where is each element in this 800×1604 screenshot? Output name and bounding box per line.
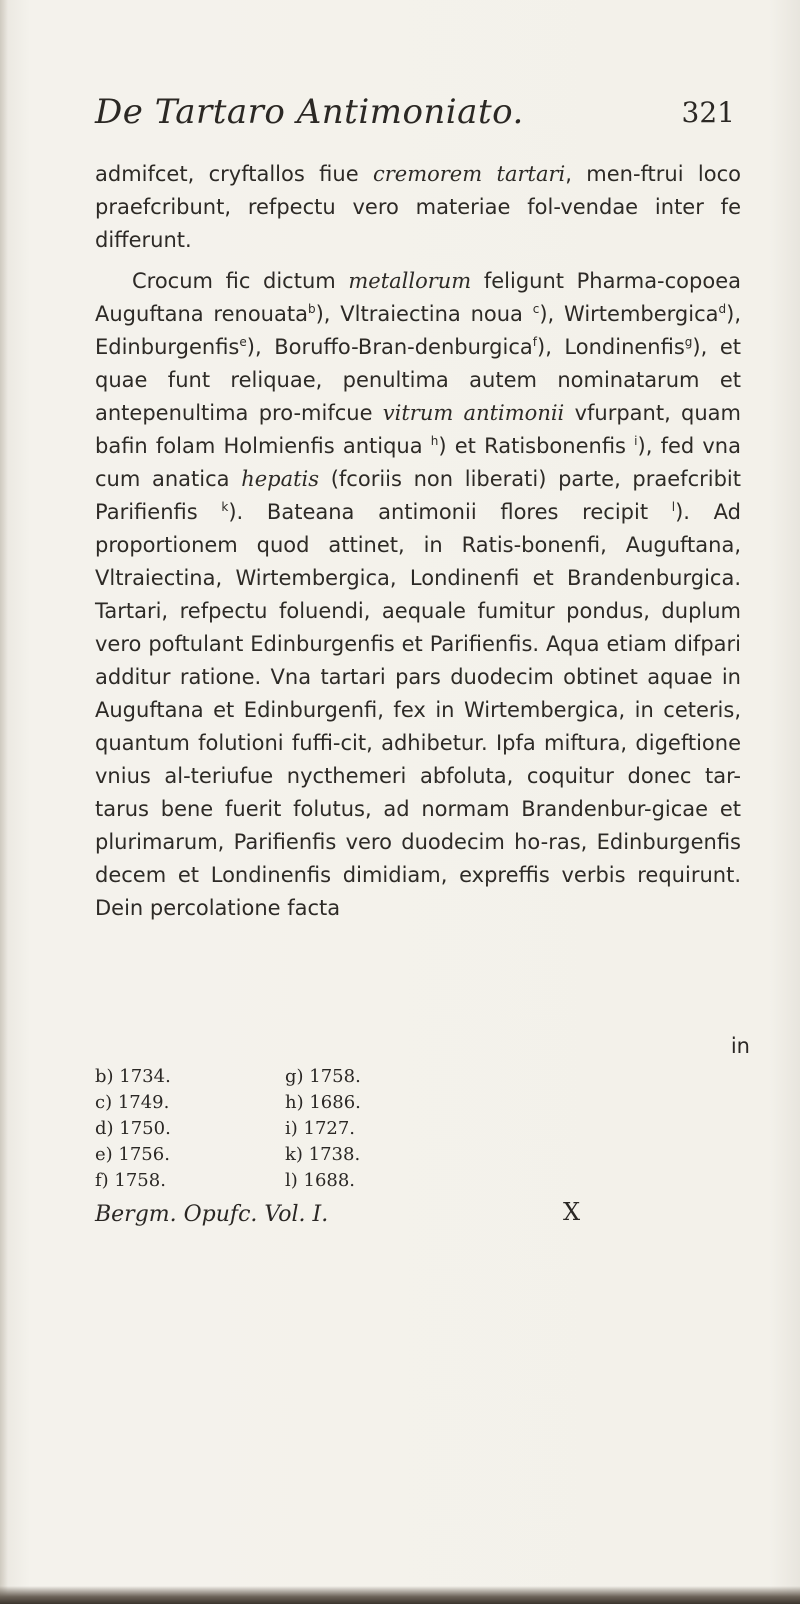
footnote-ref: g <box>684 335 693 349</box>
text-run: ), Vltraiectina noua <box>315 302 533 326</box>
text-run: feligunt Pharma-copoea Auguftana renouata <box>95 269 741 326</box>
sheet-mark: X <box>563 1198 581 1226</box>
text-run: admifcet, cryftallos fiue <box>95 162 373 186</box>
footnote-entry: i) 1727. <box>285 1118 356 1139</box>
footnote-entry: b) 1734. <box>95 1066 171 1087</box>
text-run: ). Ad proportionem quod attinet, in Ratis-bonenfi, Auguftana, Vltraiectina, Wirtembergica, Londinenfi et Brandenburgica. Tartari, refpectu foluendi, aequale fumitur pondus, duplum vero poftulant Edinburgenfis et Parifienfis. Aqua etiam difpari additur ratione. Vna tartari pars duodecim obtinet aquae in Auguftana et Edinburgenfi, fex in Wirtembergica, in ceteris, quantum folutioni fuffi-cit, adhibetur. Ipfa miftura, digeftione vnius al-teriufue nycthemeri abfoluta, coquitur donec tar-tarus bene fuerit folutus, ad normam Brandenbur-gicae et plurimarum, Parifienfis vero duodecim ho-ras, Edinburgenfis decem et Londinenfis dimidiam, expreffis verbis requirunt. Dein percolatione facta <box>95 500 742 920</box>
text-run: ), Edinburgenfis <box>95 302 741 359</box>
paragraph <box>95 158 741 257</box>
footnote-entry: c) 1749. <box>95 1092 170 1113</box>
footnote-entry: l) 1688. <box>285 1170 356 1191</box>
text-run: vfurpant, quam bafin folam Holmienfis antiqua <box>95 401 741 458</box>
page-header <box>95 92 735 142</box>
text-run: ), fed vna cum anatica <box>95 434 741 491</box>
italic-term: vitrum antimonii <box>382 401 565 425</box>
footnote-entry: f) 1758. <box>95 1170 166 1191</box>
page-left-edge <box>0 0 8 1604</box>
footnote-ref: l <box>671 500 676 514</box>
footnote-entry: k) 1738. <box>285 1144 361 1165</box>
text-run: (fcoriis non liberati) parte, praefcribit Parifienfis <box>95 467 741 524</box>
text-run: ), et quae funt reliquae, penultima autem nominatarum et antepenultima pro-mifcue <box>95 335 741 425</box>
text-run: ), Boruffo-Bran-denburgica <box>246 335 533 359</box>
text-run: ), Londinenfis <box>537 335 685 359</box>
footnote-ref: b <box>307 302 316 316</box>
italic-term: metallorum <box>348 269 472 293</box>
body-text <box>95 158 741 933</box>
footnote-entry: h) 1686. <box>285 1092 361 1113</box>
footnote-entry: e) 1756. <box>95 1144 170 1165</box>
text-run: , men-ftrui loco praefcribunt, refpectu vero materiae fol-vendae inter fe differunt. <box>95 162 741 252</box>
footnote-ref: d <box>718 302 727 316</box>
footnote-ref: h <box>430 434 439 448</box>
footnote-ref: f <box>532 335 537 349</box>
italic-term: hepatis <box>241 467 320 491</box>
page-number: 321 <box>681 96 735 129</box>
paragraph <box>95 265 741 925</box>
footnotes-right-column <box>285 1064 455 1194</box>
footnote-entry: g) 1758. <box>285 1066 361 1087</box>
signature-line: Bergm. Opufc. Vol. I. <box>95 1202 329 1227</box>
footnote-ref: e <box>239 335 247 349</box>
catchword: in <box>730 1034 750 1058</box>
footnote-ref: c <box>532 302 540 316</box>
page-bottom-edge <box>0 1586 800 1604</box>
footnote-entry: d) 1750. <box>95 1118 171 1139</box>
text-run: ). Bateana antimonii flores recipit <box>228 500 672 524</box>
running-title: De Tartaro Antimoniato. <box>95 92 524 132</box>
italic-term: cremorem tartari <box>372 162 566 186</box>
text-run: Crocum fic dictum <box>132 269 349 293</box>
text-run: ), Wirtembergica <box>539 302 719 326</box>
text-run: ) et Ratisbonenfis <box>438 434 635 458</box>
footnotes-left-column <box>95 1064 265 1194</box>
footnote-ref: i <box>634 434 638 448</box>
footnote-ref: k <box>221 500 229 514</box>
